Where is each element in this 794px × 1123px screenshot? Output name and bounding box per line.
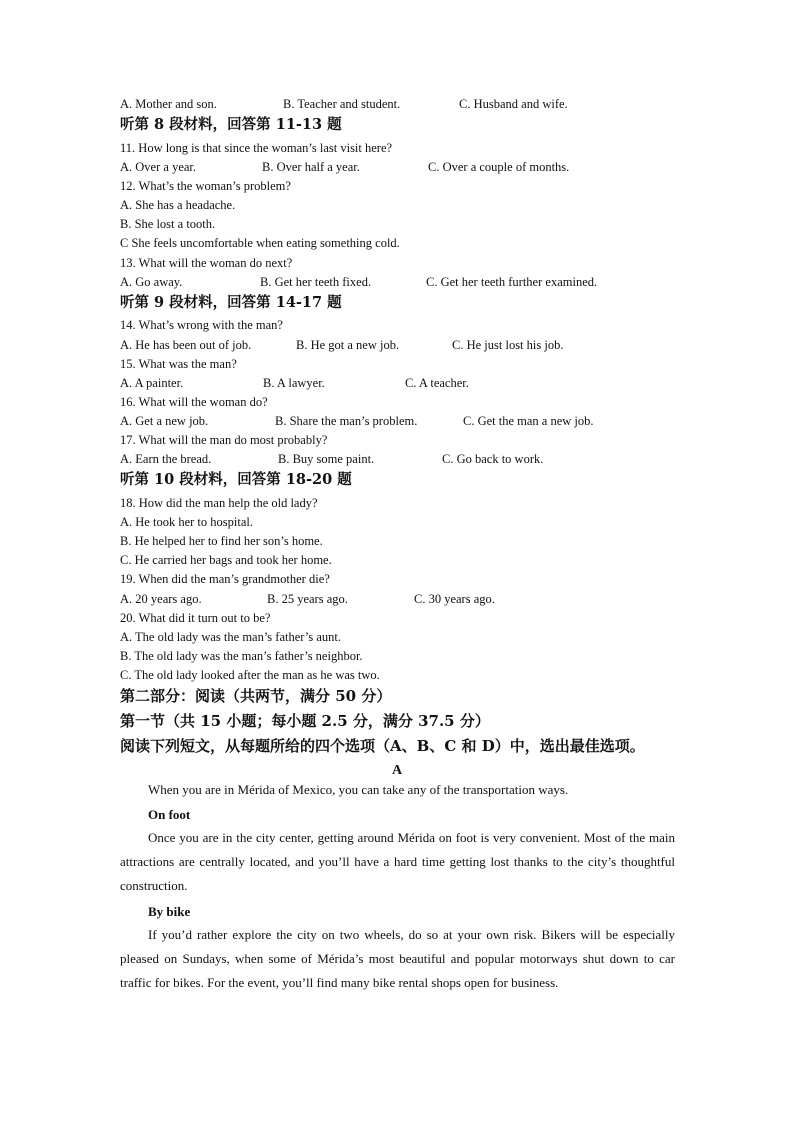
q19-option-c: C. 30 years ago. <box>414 592 495 606</box>
by-bike-title: By bike <box>148 904 191 919</box>
q13-option-a: A. Go away. <box>120 275 183 289</box>
q14-text: 14. What’s wrong with the man? <box>120 318 283 332</box>
section-8-heading: 听第 8 段材料，回答第 11-13 题 <box>120 116 342 133</box>
q12-option-a: A. She has a headache. <box>120 198 236 212</box>
q20-option-b: B. The old lady was the man’s father’s neighbor. <box>120 649 363 663</box>
q11-option-a: A. Over a year. <box>120 160 197 174</box>
q13-option-c: C. Get her teeth further examined. <box>426 275 598 289</box>
q14-option-a: A. He has been out of job. <box>120 338 252 352</box>
part-2-heading: 第二部分：阅读（共两节，满分 50 分） <box>120 687 392 705</box>
q16-option-b: B. Share the man’s problem. <box>275 414 418 428</box>
q16-option-c: C. Get the man a new job. <box>463 414 594 428</box>
q11-option-c: C. Over a couple of months. <box>428 160 570 174</box>
q20-text: 20. What did it turn out to be? <box>120 611 271 625</box>
on-foot-paragraph: Once you are in the city center, getting around Mérida on foot is very convenient. Most of the main attractions are centrally located, and you’ll have a hard time getting lost thanks to the city’s thoughtful construction. <box>120 830 675 893</box>
q13-text: 13. What will the woman do next? <box>120 256 293 270</box>
passage-label: A <box>391 763 403 778</box>
section-10-heading: 听第 10 段材料，回答第 18-20 题 <box>120 471 352 488</box>
q15-option-b: B. A lawyer. <box>263 376 325 390</box>
q10-option-a: A. Mother and son. <box>120 97 217 111</box>
q11-text: 11. How long is that since the woman’s last visit here? <box>120 141 393 155</box>
q16-text: 16. What will the woman do? <box>120 395 268 409</box>
q10-option-c: C. Husband and wife. <box>459 97 568 111</box>
passage-intro: When you are in Mérida of Mexico, you can take any of the transportation ways. <box>148 782 569 797</box>
q12-option-c: C She feels uncomfortable when eating something cold. <box>120 236 400 250</box>
q12-option-b: B. She lost a tooth. <box>120 217 216 231</box>
q20-option-c: C. The old lady looked after the man as he was two. <box>120 668 380 682</box>
q19-option-a: A. 20 years ago. <box>120 592 202 606</box>
q16-option-a: A. Get a new job. <box>120 414 209 428</box>
q18-option-b: B. He helped her to find her son’s home. <box>120 534 323 548</box>
q19-text: 19. When did the man’s grandmother die? <box>120 572 330 586</box>
q12-text: 12. What’s the woman’s problem? <box>120 179 291 193</box>
q20-option-a: A. The old lady was the man’s father’s aunt. <box>120 630 342 644</box>
q18-text: 18. How did the man help the old lady? <box>120 496 318 510</box>
q18-option-a: A. He took her to hospital. <box>120 515 253 529</box>
section-9-heading: 听第 9 段材料，回答第 14-17 题 <box>120 294 342 311</box>
q13-option-b: B. Get her teeth fixed. <box>260 275 372 289</box>
q17-option-c: C. Go back to work. <box>442 452 544 466</box>
by-bike-paragraph: If you’d rather explore the city on two wheels, do so at your own risk. Bikers will be especially pleased on Sundays, when some of Mérida’s most beautiful and popular motorways shut down to car traffic for bikes. For the event, you’ll find many bike rental shops open for business. <box>120 927 675 990</box>
reading-instruction: 阅读下列短文，从每题所给的四个选项（A、B、C 和 D）中，选出最佳选项。 <box>120 737 645 755</box>
q17-option-b: B. Buy some paint. <box>278 452 375 466</box>
part-2-section-1-heading: 第一节（共 15 小题；每小题 2.5 分，满分 37.5 分） <box>120 712 490 730</box>
q14-option-b: B. He got a new job. <box>296 338 400 352</box>
q11-option-b: B. Over half a year. <box>262 160 360 174</box>
q18-option-c: C. He carried her bags and took her home. <box>120 553 332 567</box>
q14-option-c: C. He just lost his job. <box>452 338 564 352</box>
q19-option-b: B. 25 years ago. <box>267 592 348 606</box>
on-foot-title: On foot <box>148 807 191 822</box>
q17-text: 17. What will the man do most probably? <box>120 433 328 447</box>
q15-option-c: C. A teacher. <box>405 376 469 390</box>
q10-option-b: B. Teacher and student. <box>283 97 401 111</box>
q15-option-a: A. A painter. <box>120 376 184 390</box>
q15-text: 15. What was the man? <box>120 357 237 371</box>
q17-option-a: A. Earn the bread. <box>120 452 212 466</box>
